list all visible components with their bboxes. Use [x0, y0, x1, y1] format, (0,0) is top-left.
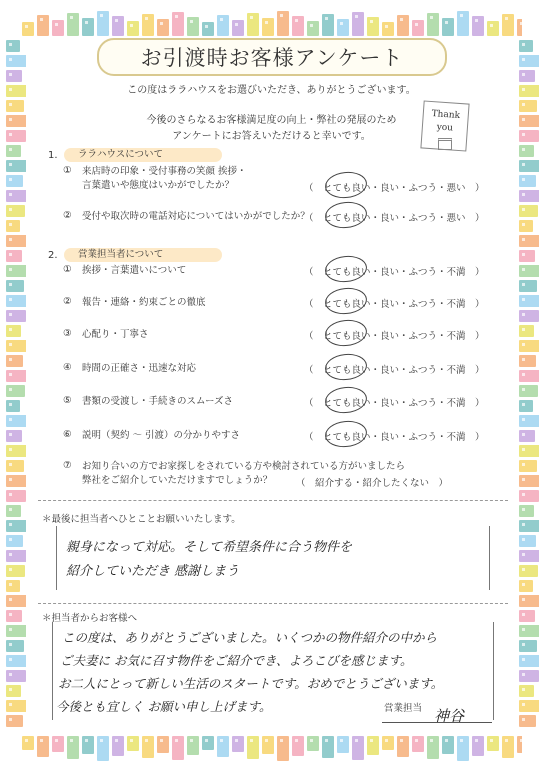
building-icon — [519, 385, 538, 397]
building-icon — [6, 400, 20, 412]
building-icon — [352, 736, 364, 760]
s2-q5-options: （ とても良い・良い・ふつう・不満 ） — [304, 398, 485, 409]
section-1-number: 1. — [48, 150, 58, 161]
building-icon — [412, 20, 424, 36]
s2-q7-line-2: 弊社をご紹介していただけますでしょうか？ — [82, 475, 273, 486]
s2-q2-text: 報告・連絡・約束ごとの徹底 — [82, 297, 206, 308]
customer-comment-label: ＊最後に担当者へひとことお願いいたします。 — [42, 514, 241, 525]
building-icon — [37, 736, 49, 757]
building-icon — [519, 640, 537, 652]
building-icon — [457, 11, 469, 36]
s2-q3-answer-circle — [324, 318, 368, 348]
s2-q7-line-1: お知り合いの方でお家探しをされている方や検討されている方がいましたら — [82, 461, 406, 472]
building-icon — [6, 250, 22, 262]
s1-q2-number: ② — [63, 210, 72, 221]
staff-comment-line-3: お二人にとって新しい生活のスタートです。おめでとうございます。 — [58, 676, 444, 691]
building-icon — [37, 15, 49, 36]
signature-line — [382, 722, 492, 723]
s2-q1-text: 挨拶・言葉遣いについて — [82, 265, 187, 276]
signature-label: 営業担当 — [384, 703, 423, 714]
building-icon — [292, 16, 304, 36]
building-icon — [397, 736, 409, 757]
building-icon — [6, 610, 22, 622]
building-icon — [519, 55, 539, 67]
building-icon — [6, 535, 23, 547]
building-icon — [112, 736, 124, 756]
building-icon — [6, 700, 26, 712]
staff-comment-line-4: 今後とも宜しく お願い申し上げます。 — [56, 699, 272, 714]
building-icon — [6, 205, 25, 217]
s2-q4-number: ④ — [63, 362, 72, 373]
building-icon — [519, 595, 539, 607]
building-icon — [519, 700, 539, 712]
building-icon — [6, 385, 25, 397]
building-icon — [519, 250, 535, 262]
building-icon — [6, 445, 26, 457]
building-icon — [519, 535, 536, 547]
building-icon — [382, 736, 394, 750]
building-icon — [382, 22, 394, 36]
page-title: お引渡時お客様アンケート — [140, 46, 404, 70]
building-icon — [52, 736, 64, 752]
section-1-label: ララハウスについて — [64, 148, 222, 162]
building-icon — [519, 490, 539, 502]
building-icon — [262, 736, 274, 754]
building-icon — [519, 265, 539, 277]
building-icon — [6, 520, 26, 532]
s1-q1-number: ① — [63, 165, 72, 176]
s2-q6-answer-circle — [324, 419, 368, 449]
building-icon — [337, 736, 349, 753]
s1-q2-answer-circle — [324, 200, 368, 230]
building-icon — [277, 736, 289, 761]
building-icon — [22, 22, 34, 36]
building-icon — [157, 19, 169, 36]
building-icon — [6, 640, 24, 652]
building-icon — [519, 445, 539, 457]
building-icon — [6, 160, 26, 172]
building-icon — [277, 11, 289, 36]
building-icon — [307, 736, 319, 751]
building-icon — [6, 505, 21, 517]
s2-q7-number: ⑦ — [63, 460, 72, 471]
building-icon — [427, 13, 439, 36]
building-icon — [172, 736, 184, 760]
building-icon — [6, 370, 26, 382]
divider — [38, 500, 508, 501]
s1-q1-line-1: 来店時の印象・受付事務の笑顔 挨拶・ — [82, 166, 247, 177]
building-icon — [232, 20, 244, 36]
building-icon — [67, 13, 79, 36]
building-icon — [172, 12, 184, 36]
customer-comment-line-2: 紹介していただき 感謝しまう — [66, 564, 240, 579]
building-border-top — [22, 4, 522, 36]
s2-q5-answer-circle — [324, 385, 368, 415]
building-icon — [6, 280, 24, 292]
building-icon — [502, 14, 514, 36]
s1-q1-line-2: 言葉遣いや態度はいかがでしたか？ — [82, 180, 235, 191]
building-icon — [6, 295, 26, 307]
s2-q5-number: ⑤ — [63, 395, 72, 406]
building-icon — [519, 460, 537, 472]
building-border-bottom — [22, 736, 522, 764]
building-icon — [6, 175, 23, 187]
building-icon — [97, 11, 109, 36]
building-icon — [519, 370, 539, 382]
building-icon — [427, 736, 439, 759]
building-icon — [112, 16, 124, 36]
building-icon — [6, 310, 26, 322]
s1-q1-text — [82, 165, 247, 193]
building-icon — [6, 220, 20, 232]
s2-q2-options: （ とても良い・良い・ふつう・不満 ） — [304, 299, 485, 310]
s2-q2-number: ② — [63, 296, 72, 307]
building-icon — [67, 736, 79, 759]
intro-line-1: 今後のさらなるお客様満足度の向上・弊社の発展のため — [146, 115, 397, 126]
staff-comment-line-1: この度は、ありがとうございました。いくつかの物件紹介の中から — [62, 630, 438, 645]
building-icon — [6, 430, 22, 442]
s2-q3-text: 心配り・丁寧さ — [82, 329, 149, 340]
you-text: you — [436, 122, 454, 134]
building-icon — [142, 736, 154, 758]
thank-you-illustration — [422, 98, 468, 148]
building-icon — [202, 736, 214, 750]
building-icon — [519, 670, 539, 682]
building-icon — [487, 736, 499, 751]
building-icon — [6, 325, 21, 337]
building-icon — [6, 715, 23, 727]
building-icon — [502, 736, 514, 758]
section-2-number: 2. — [48, 250, 58, 261]
building-icon — [6, 145, 21, 157]
building-icon — [519, 295, 539, 307]
customer-comment-line-1: 親身になって対応。そして希望条件に合う物件を — [66, 540, 353, 555]
building-icon — [232, 736, 244, 752]
building-icon — [519, 610, 535, 622]
building-icon — [22, 736, 34, 750]
s2-q3-options: （ とても良い・良い・ふつう・不満 ） — [304, 331, 485, 342]
title-banner — [97, 38, 447, 76]
building-icon — [6, 655, 26, 667]
building-icon — [217, 15, 229, 36]
building-icon — [519, 580, 533, 592]
s1-q2-text: 受付や取次時の電話対応についてはいかがでしたか？ — [82, 211, 310, 222]
building-icon — [412, 736, 424, 752]
building-icon — [202, 22, 214, 36]
building-icon — [6, 100, 24, 112]
s2-q7-options: （ 紹介する・紹介したくない ） — [296, 478, 449, 489]
building-icon — [519, 100, 537, 112]
s2-q4-text: 時間の正確さ・迅速な対応 — [82, 363, 197, 374]
building-icon — [322, 14, 334, 36]
s2-q1-options: （ とても良い・良い・ふつう・不満 ） — [304, 267, 485, 278]
building-icon — [472, 16, 484, 36]
building-icon — [6, 355, 23, 367]
s2-q1-answer-circle — [324, 254, 368, 284]
building-icon — [517, 736, 522, 753]
building-icon — [127, 736, 139, 751]
building-icon — [6, 685, 21, 697]
building-icon — [262, 18, 274, 36]
building-icon — [519, 340, 539, 352]
building-icon — [6, 580, 20, 592]
building-icon — [142, 14, 154, 36]
s2-q5-text: 書類の受渡し・手続きのスムーズさ — [82, 396, 234, 407]
s2-q6-number: ⑥ — [63, 429, 72, 440]
building-icon — [6, 190, 26, 202]
s2-q2-answer-circle — [324, 286, 368, 316]
building-icon — [6, 475, 26, 487]
building-icon — [519, 280, 537, 292]
building-icon — [6, 595, 26, 607]
building-icon — [519, 430, 535, 442]
building-icon — [82, 736, 94, 754]
building-icon — [247, 13, 259, 36]
signature: 神谷 — [434, 707, 465, 725]
building-icon — [6, 625, 26, 637]
building-icon — [519, 160, 539, 172]
s1-q1-answer-circle — [324, 170, 368, 200]
building-icon — [187, 736, 199, 755]
building-icon — [442, 18, 454, 36]
building-icon — [519, 625, 539, 637]
building-icon — [517, 19, 522, 36]
staff-comment-label: ＊担当者からお客様へ — [42, 613, 138, 624]
building-icon — [519, 685, 534, 697]
building-icon — [292, 736, 304, 756]
building-icon — [519, 235, 539, 247]
building-icon — [519, 715, 536, 727]
building-icon — [519, 40, 533, 52]
building-icon — [6, 40, 20, 52]
building-icon — [519, 565, 538, 577]
building-icon — [519, 655, 539, 667]
s2-q4-options: （ とても良い・良い・ふつう・不満 ） — [304, 365, 485, 376]
s2-q4-answer-circle — [324, 352, 368, 382]
building-icon — [322, 736, 334, 758]
intro-line-2: アンケートにお答えいただけると幸いです。 — [172, 131, 371, 142]
building-icon — [307, 21, 319, 36]
building-icon — [519, 355, 536, 367]
staff-comment-line-2: ご夫妻に お気に召す物件をご紹介でき、よろこびを感じます。 — [60, 653, 413, 668]
building-icon — [519, 310, 539, 322]
building-icon — [519, 505, 534, 517]
building-icon — [6, 565, 25, 577]
bench-icon — [438, 138, 452, 150]
building-icon — [519, 550, 539, 562]
s2-q1-number: ① — [63, 264, 72, 275]
intro-text: この度はララハウスをお選びいただき、ありがとうございます。 — [127, 85, 416, 96]
building-icon — [247, 736, 259, 759]
building-icon — [367, 17, 379, 36]
building-icon — [519, 475, 539, 487]
building-icon — [52, 20, 64, 36]
building-icon — [97, 736, 109, 761]
building-icon — [82, 18, 94, 36]
building-icon — [352, 12, 364, 36]
building-icon — [6, 670, 26, 682]
s1-q2-options: （ とても良い・良い・ふつう・悪い ） — [304, 213, 485, 224]
s2-q3-number: ③ — [63, 328, 72, 339]
building-icon — [519, 205, 538, 217]
building-icon — [6, 490, 26, 502]
building-icon — [519, 325, 534, 337]
s1-q1-options: （ とても良い・良い・ふつう・悪い ） — [304, 183, 485, 194]
building-icon — [157, 736, 169, 753]
building-icon — [127, 21, 139, 36]
building-icon — [367, 736, 379, 755]
s2-q6-options: （ とても良い・良い・ふつう・不満 ） — [304, 432, 485, 443]
building-icon — [337, 19, 349, 36]
building-icon — [442, 736, 454, 754]
building-icon — [6, 340, 26, 352]
building-icon — [6, 265, 26, 277]
building-icon — [519, 520, 539, 532]
building-icon — [519, 400, 533, 412]
s2-q6-text: 説明（契約 〜 引渡）の分かりやすさ — [82, 430, 241, 441]
building-icon — [519, 190, 539, 202]
building-icon — [472, 736, 484, 756]
building-icon — [217, 736, 229, 757]
building-icon — [397, 15, 409, 36]
building-icon — [6, 235, 26, 247]
building-icon — [519, 415, 539, 427]
thank-text: Thank — [431, 109, 461, 122]
building-icon — [519, 175, 536, 187]
building-icon — [457, 736, 469, 761]
section-2-label: 営業担当者について — [64, 248, 222, 262]
building-icon — [6, 460, 24, 472]
building-icon — [519, 220, 533, 232]
building-icon — [6, 550, 26, 562]
building-icon — [519, 145, 534, 157]
building-icon — [6, 415, 26, 427]
building-icon — [487, 21, 499, 36]
building-icon — [187, 17, 199, 36]
building-icon — [6, 55, 26, 67]
divider — [38, 603, 508, 604]
